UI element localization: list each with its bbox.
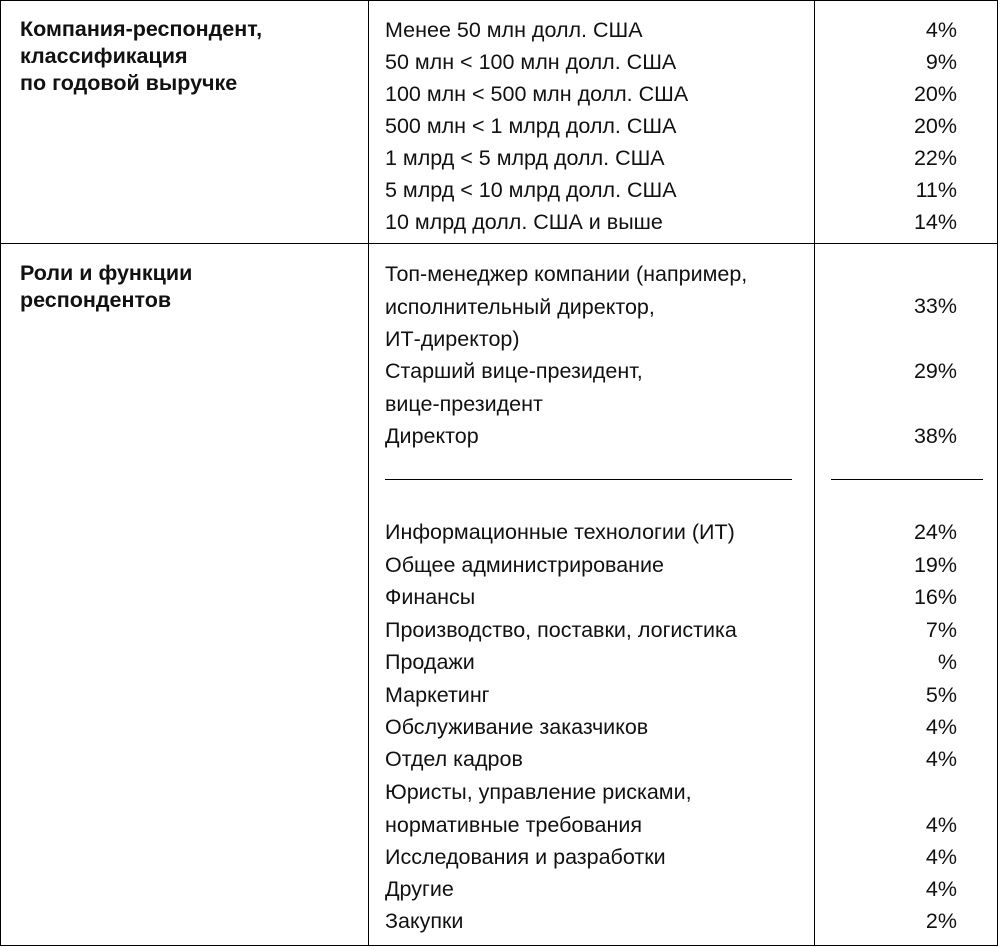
list-item-value: 29% [913, 359, 957, 383]
list-item-label: Производство, поставки, логистика [385, 618, 737, 642]
list-item-value: 19% [913, 553, 957, 577]
list-item-label: Информационные технологии (ИТ) [385, 520, 735, 544]
list-item-value: 16% [913, 585, 957, 609]
list-item-value: 11% [915, 178, 957, 202]
list-item-label: Топ-менеджер компании (например, исполнительный директор, ИТ-директор) [385, 262, 748, 351]
list-item-value: 5% [925, 683, 957, 707]
section-divider [1, 243, 997, 244]
list-item-value: 7% [925, 618, 957, 642]
list-item-label: Закупки [385, 909, 464, 933]
list-item-value: 4% [925, 747, 957, 771]
column-divider-1 [368, 1, 369, 945]
list-item-label: Менее 50 млн долл. США [385, 18, 643, 42]
list-item-value: 4% [925, 18, 957, 42]
list-item-value: % [937, 650, 957, 674]
list-item-label: Маркетинг [385, 683, 490, 707]
list-item-value: 4% [925, 715, 957, 739]
separator-line-left [385, 479, 792, 480]
list-item-value: 20% [913, 114, 957, 138]
list-item-label: 1 млрд < 5 млрд долл. США [385, 146, 665, 170]
list-item-label: Юристы, управление рисками, нормативные требования [385, 780, 692, 837]
list-item-label: 10 млрд долл. США и выше [385, 210, 663, 234]
list-item-value: 9% [925, 50, 957, 74]
list-item-label: 50 млн < 100 млн долл. США [385, 50, 677, 74]
list-item-label: 500 млн < 1 млрд долл. США [385, 114, 677, 138]
list-item-value: 2% [925, 909, 957, 933]
list-item-label: 100 млн < 500 млн долл. США [385, 82, 689, 106]
list-item-value: 38% [913, 424, 957, 448]
list-item-label: Финансы [385, 585, 476, 609]
separator-line-right [831, 479, 983, 480]
list-item-label: Старший вице-президент, вице-президент [385, 359, 643, 416]
list-item-value: 4% [925, 813, 957, 837]
list-item-label: Продажи [385, 650, 475, 674]
list-item-value: 4% [925, 845, 957, 869]
list-item-value: 14% [913, 210, 957, 234]
list-item-value: 22% [913, 146, 957, 170]
list-item-label: Обслуживание заказчиков [385, 715, 649, 739]
list-item-label: 5 млрд < 10 млрд долл. США [385, 178, 677, 202]
category-revenue: Компания-респондент, классификация по годовой выручке [20, 17, 263, 95]
column-divider-2 [814, 1, 815, 945]
list-item-label: Другие [385, 877, 454, 901]
list-item-value: 20% [913, 82, 957, 106]
list-item-value: 33% [913, 294, 957, 318]
list-item-value: 4% [925, 877, 957, 901]
list-item-value: 24% [913, 520, 957, 544]
list-item-label: Исследования и разработки [385, 845, 666, 869]
list-item-label: Общее администрирование [385, 553, 665, 577]
list-item-label: Отдел кадров [385, 747, 523, 771]
list-item-label: Директор [385, 424, 479, 448]
category-roles: Роли и функции респондентов [20, 261, 193, 312]
